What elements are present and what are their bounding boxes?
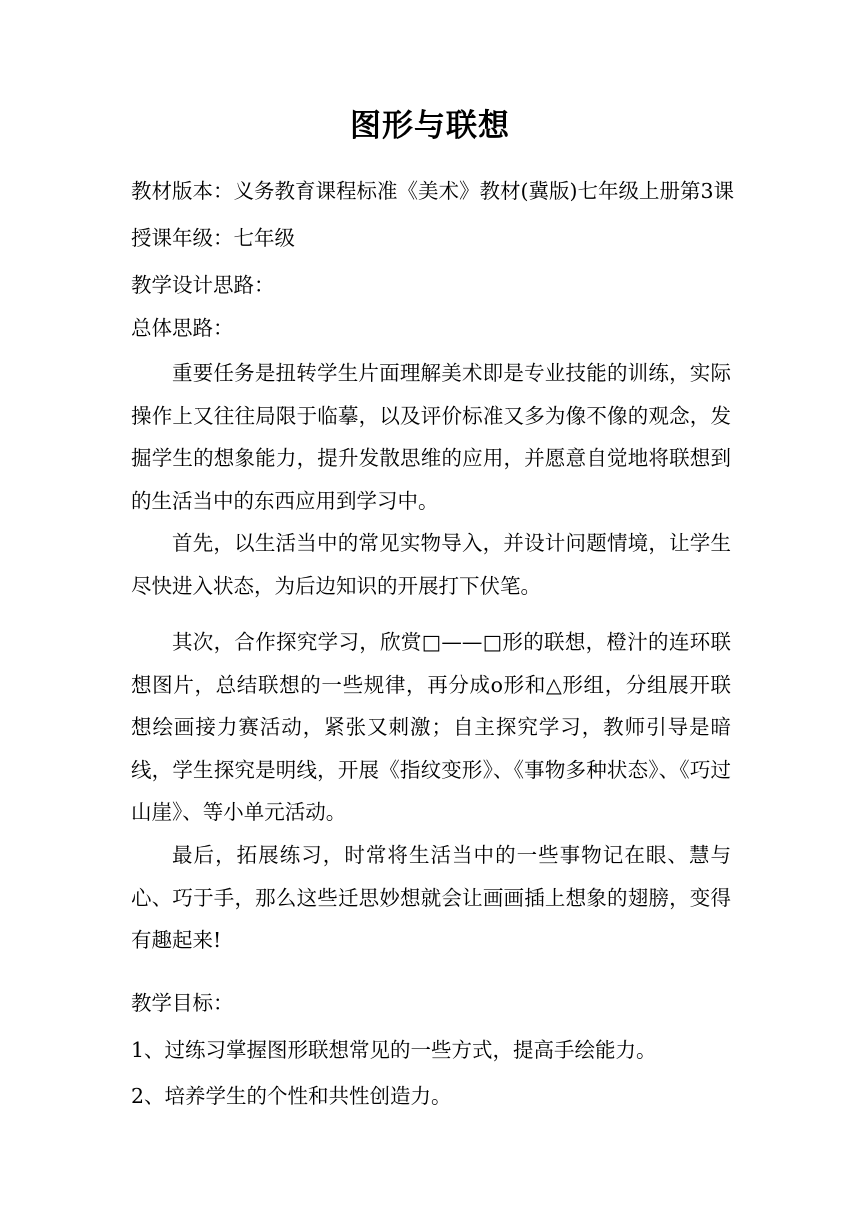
goal-item-2: 2、培养学生的个性和共性创造力。 (131, 1084, 452, 1108)
grade-line: 授课年级：七年级 (131, 226, 295, 250)
document-title: 图形与联想 (350, 108, 510, 144)
design-heading: 教学设计思路： (131, 273, 275, 297)
paragraph-first: 首先，以生活当中的常见实物导入，并设计问题情境，让学生尽快进入状态，为后边知识的开展打下伏笔。 (131, 531, 731, 598)
goals-heading: 教学目标： (131, 991, 234, 1015)
overall-heading: 总体思路： (131, 316, 234, 340)
paragraph-last: 最后，拓展练习，时常将生活当中的一些事物记在眼、慧与心、巧于手，那么这些迁思妙想就会让画画插上想象的翅膀，变得有趣起来! (131, 843, 731, 953)
goal-item-1: 1、过练习掌握图形联想常见的一些方式，提高手绘能力。 (131, 1038, 657, 1062)
edition-line: 教材版本：义务教育课程标准《美术》教材(冀版)七年级上册第3课 (131, 179, 735, 203)
paragraph-overview: 重要任务是扭转学生片面理解美术即是专业技能的训练，实际操作上又往往局限于临摹，以及评价标准又多为像不像的观念，发掘学生的想象能力，提升发散思维的应用，并愿意自觉地将联想到的生活当中的东西应用到学习中。 (131, 361, 731, 513)
paragraph-second: 其次，合作探究学习，欣赏□——□形的联想，橙汁的连环联想图片，总结联想的一些规律，再分成o形和△形组，分组展开联想绘画接力赛活动，紧张又刺激；自主探究学习，教师引导是暗线，学生探究是明线，开展《指纹变形》、《事物多种状态》、《巧过山崖》、等小单元活动。 (131, 630, 731, 825)
